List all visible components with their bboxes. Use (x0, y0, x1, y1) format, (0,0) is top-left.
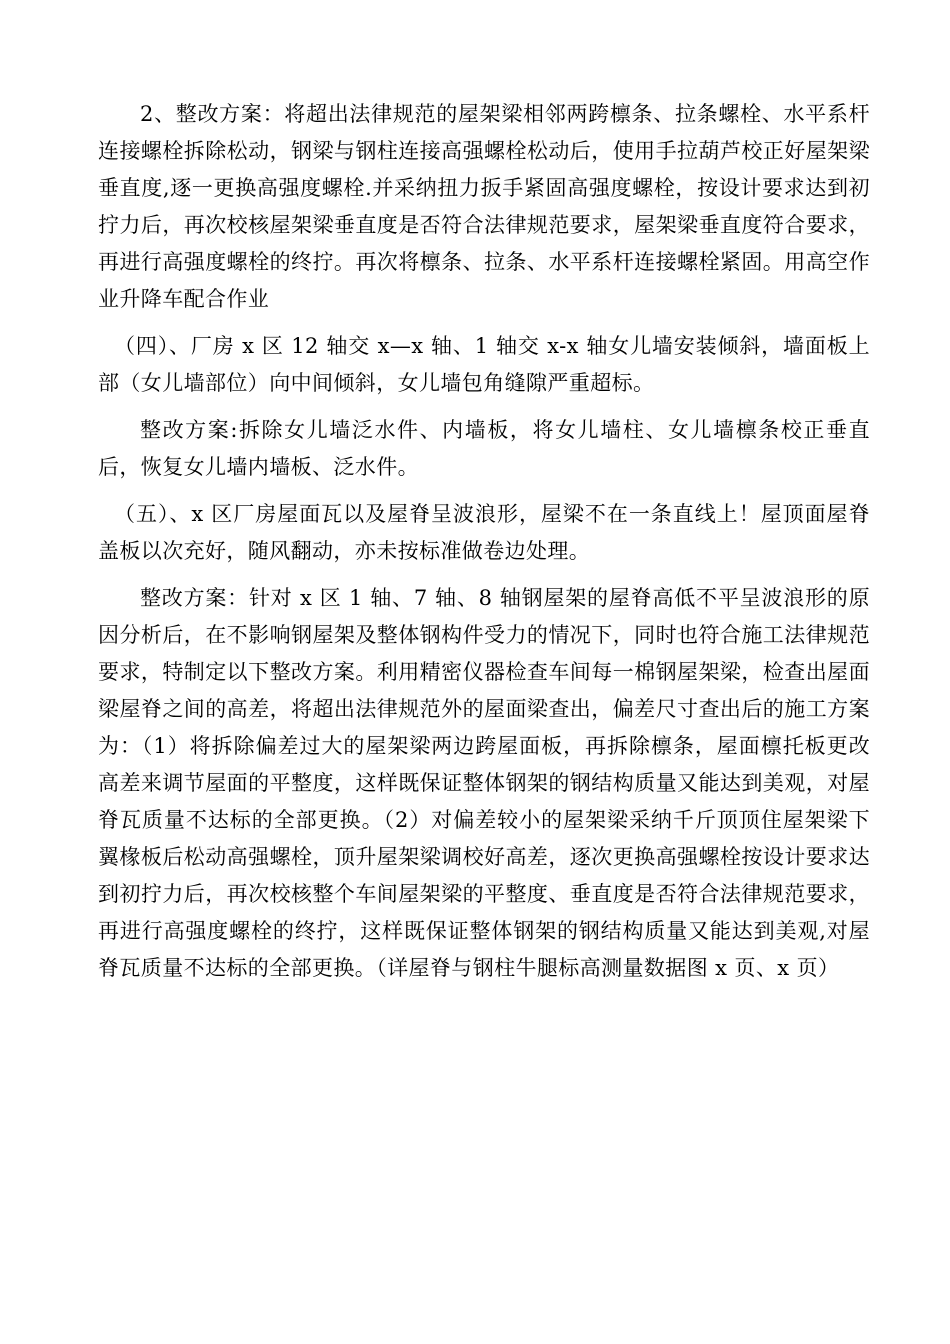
paragraph-issue-5: （五）、x 区厂房屋面瓦以及屋脊呈波浪形，屋梁不在一条直线上！屋顶面屋脊盖板以次充好，随风翻动，亦未按标准做卷边处理。 (98, 502, 870, 563)
paragraph-rectification-plan-5: 整改方案：针对 x 区 1 轴、7 轴、8 轴钢屋架的屋脊高低不平呈波浪形的原因分析后，在不影响钢屋架及整体钢构件受力的情况下，同时也符合施工法律规范要求，特制定以下整改方案。利用精密仪器检查车间每一棉钢屋架梁，检查出屋面梁屋脊之间的高差，将超出法律规范外的屋面梁查出，偏差尺寸查出后的施工方案为：（1）将拆除偏差过大的屋架梁两边跨屋面板，再拆除檩条，屋面檩托板更改高差来调节屋面的平整度，这样既保证整体钢架的钢结构质量又能达到美观，对屋脊瓦质量不达标的全部更换。（2）对偏差较小的屋架梁采纳千斤顶顶住屋架梁下翼椽板后松动高强螺栓，顶升屋架梁调校好高差，逐次更换高强螺栓按设计要求达到初拧力后，再次校核整个车间屋架梁的平整度、垂直度是否符合法律规范要求，再进行高强度螺栓的终拧，这样既保证整体钢架的钢结构质量又能达到美观,对屋脊瓦质量不达标的全部更换。（详屋脊与钢柱牛腿标高测量数据图 x 页、x 页） (98, 586, 870, 980)
document-body (98, 96, 870, 997)
paragraph-issue-4: （四）、厂房 x 区 12 轴交 x—x 轴、1 轴交 x-x 轴女儿墙安装倾斜，墙面板上部（女儿墙部位）向中间倾斜，女儿墙包角缝隙严重超标。 (98, 334, 870, 395)
paragraph-rectification-plan-2: 2、整改方案：将超出法律规范的屋架梁相邻两跨檩条、拉条螺栓、水平系杆连接螺栓拆除松动，钢梁与钢柱连接高强螺栓松动后，使用手拉葫芦校正好屋架梁垂直度,逐一更换高强度螺栓.并采纳扭力扳手紧固高强度螺栓，按设计要求达到初拧力后，再次校核屋架梁垂直度是否符合法律规范要求，屋架梁垂直度符合要求，再进行高强度螺栓的终拧。再次将檩条、拉条、水平系杆连接螺栓紧固。用高空作业升降车配合作业 (98, 102, 870, 311)
paragraph-rectification-plan-4: 整改方案:拆除女儿墙泛水件、内墙板，将女儿墙柱、女儿墙檩条校正垂直后，恢复女儿墙内墙板、泛水件。 (98, 418, 870, 479)
